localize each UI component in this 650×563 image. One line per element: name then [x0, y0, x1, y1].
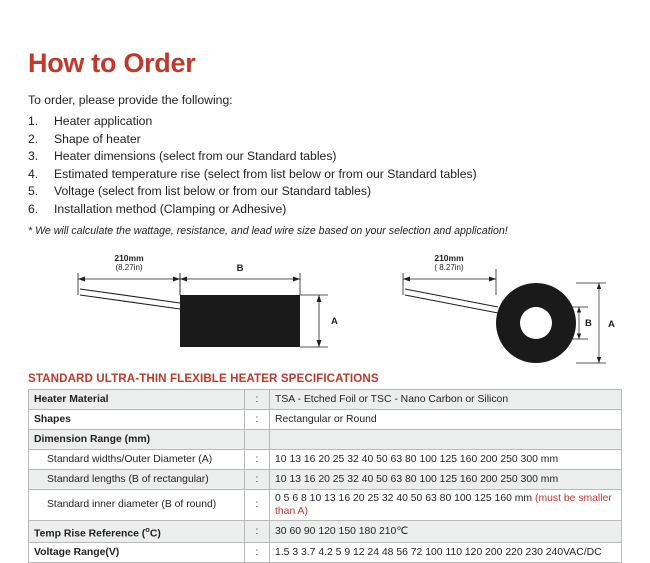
- spec-label: Voltage Range(V): [29, 543, 245, 563]
- spec-value: 10 13 16 20 25 32 40 50 63 80 100 125 160 200 250 300 mm: [270, 449, 622, 469]
- table-row: [29, 429, 622, 449]
- list-item: [28, 148, 622, 166]
- heater-diagrams: [28, 251, 622, 366]
- spec-label: Standard inner diameter (B of round): [29, 489, 245, 520]
- list-item-label: Heater dimensions (select from our Standard tables): [54, 149, 337, 164]
- spec-value: 0 5 6 8 10 13 16 20 25 32 40 50 63 80 100 125 160 mm: [275, 492, 533, 504]
- table-row: [29, 489, 622, 520]
- list-item-label: Heater application: [54, 114, 153, 128]
- table-row: [29, 389, 622, 409]
- spec-label: Dimension Range (mm): [29, 429, 245, 449]
- list-item-number: 2.: [28, 131, 39, 146]
- spec-label: Standard lengths (B of rectangular): [29, 469, 245, 489]
- spec-value: TSA - Etched Foil or TSC - Nano Carbon or Silicon: [270, 389, 622, 409]
- spec-colon: :: [245, 543, 270, 563]
- spec-value-warning: (must be smaller than A): [275, 492, 612, 517]
- list-item-label: Estimated temperature rise (select from list below or from our Standard tables): [54, 166, 477, 181]
- spec-value: 1.5 3 3.7 4.2 5 9 12 24 48 56 72 100 110 120 200 220 230 240VAC/DC: [270, 543, 622, 563]
- list-item-number: 5.: [28, 184, 39, 199]
- spec-value: Rectangular or Round: [270, 409, 622, 429]
- spec-colon: :: [245, 449, 270, 469]
- list-item-label: Voltage (select from list below or from our Standard tables): [54, 184, 372, 199]
- list-item: [28, 166, 622, 184]
- rect-width-label: B: [236, 262, 244, 274]
- calculation-note: * We will calculate the wattage, resistance, and lead wire size based on your selection and application!: [28, 224, 508, 237]
- spec-label-text: Temp Rise Reference (: [34, 528, 146, 540]
- round-heater-diagram: [403, 253, 615, 363]
- list-item: [28, 113, 622, 131]
- order-steps-list: [28, 113, 622, 219]
- list-item-number: 4.: [28, 166, 39, 181]
- intro-text: To order, please provide the following:: [28, 93, 233, 107]
- spec-table-heading: STANDARD ULTRA-THIN FLEXIBLE HEATER SPECIFICATIONS: [28, 371, 379, 385]
- spec-label: Heater Material: [29, 389, 245, 409]
- list-item: [28, 183, 622, 201]
- list-item-number: 1.: [28, 114, 39, 128]
- list-item: [28, 131, 622, 149]
- list-item-label: Shape of heater: [54, 131, 141, 146]
- rect-lead-length-label-1: 210mm: [114, 252, 144, 263]
- spec-colon: :: [245, 469, 270, 489]
- spec-colon: :: [245, 520, 270, 542]
- table-row: [29, 543, 622, 563]
- list-item-number: 6.: [28, 201, 39, 216]
- spec-value: 10 13 16 20 25 32 40 50 63 80 100 125 160 200 250 300 mm: [270, 469, 622, 489]
- table-row: [29, 520, 622, 542]
- table-row: [29, 469, 622, 489]
- diagram-svg: [28, 251, 622, 366]
- spec-value-cell: [270, 489, 622, 520]
- rect-height-label: A: [331, 315, 338, 327]
- spec-value: [270, 429, 622, 449]
- table-row: [29, 449, 622, 469]
- list-item-label: Installation method (Clamping or Adhesive): [54, 201, 287, 216]
- spec-colon: :: [245, 489, 270, 520]
- spec-label: Shapes: [29, 409, 245, 429]
- rect-lead-length-label-2: (8.27in): [115, 262, 143, 272]
- spec-label: [29, 520, 245, 542]
- spec-table: [28, 389, 622, 563]
- spec-label-superscript: o: [145, 524, 150, 534]
- rectangular-heater-diagram: [78, 253, 338, 347]
- round-inner-diameter-label: B: [585, 317, 592, 329]
- list-item: [28, 201, 622, 219]
- spec-colon: :: [245, 409, 270, 429]
- spec-value: 30 60 90 120 150 180 210℃: [270, 520, 622, 542]
- round-lead-length-label-1: 210mm: [434, 252, 464, 263]
- round-lead-length-label-2: ( 8.27in): [434, 262, 464, 272]
- table-row: [29, 409, 622, 429]
- spec-colon: :: [245, 389, 270, 409]
- spec-colon: [245, 429, 270, 449]
- spec-label: Standard widths/Outer Diameter (A): [29, 449, 245, 469]
- round-outer-diameter-label: A: [608, 318, 615, 330]
- list-item-number: 3.: [28, 149, 39, 164]
- page-title: How to Order: [28, 48, 196, 78]
- spec-label-tail: C): [149, 528, 161, 540]
